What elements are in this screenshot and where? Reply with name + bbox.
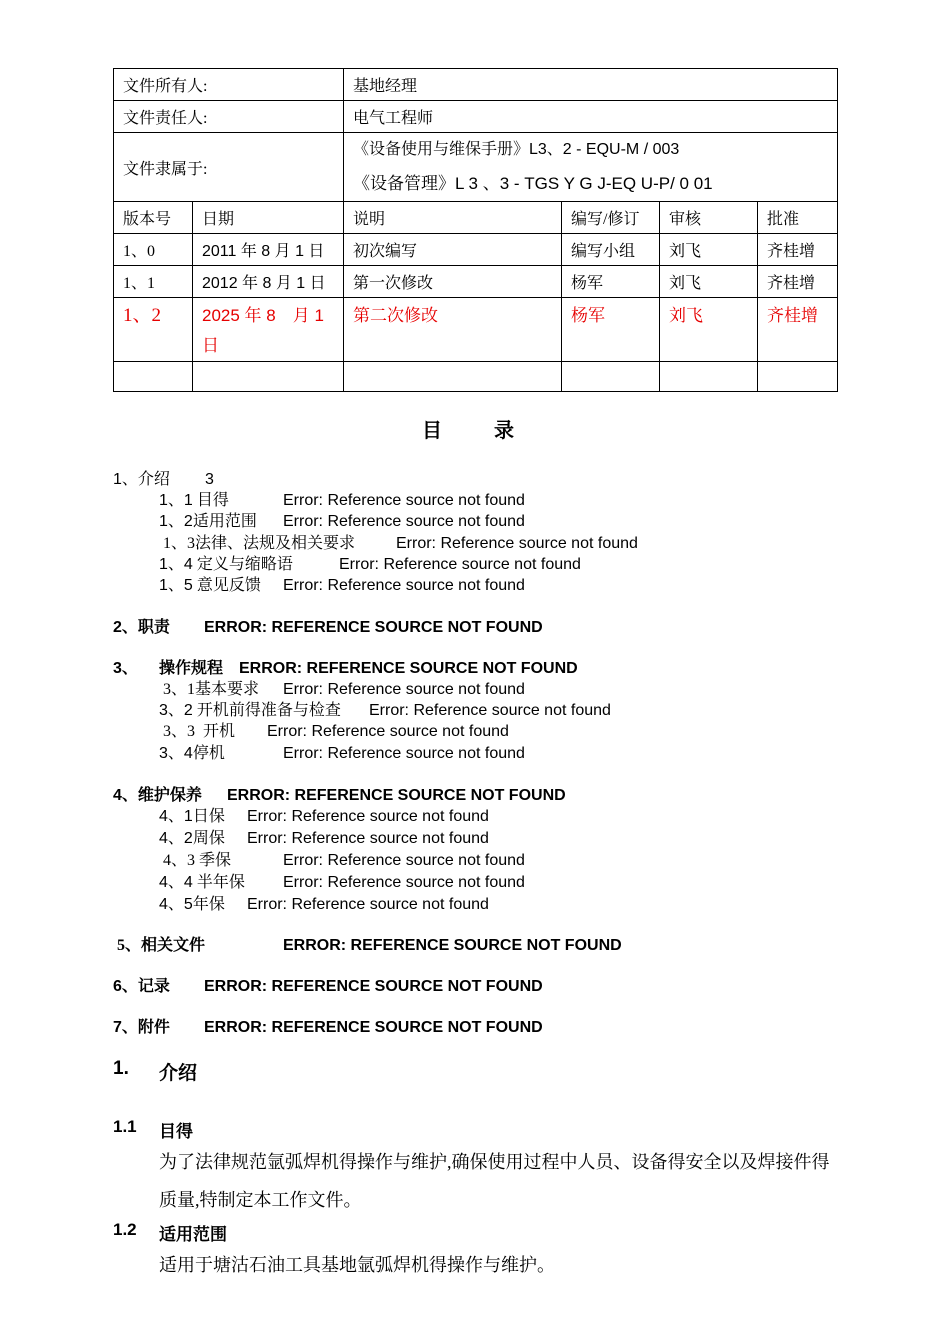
toc-page: ERROR: REFERENCE SOURCE NOT FOUND <box>204 978 543 995</box>
toc-num: 1、4 <box>159 556 193 573</box>
section-1-2-heading <box>113 1220 227 1244</box>
toc-entry[interactable] <box>159 807 489 827</box>
cell-version: 1、0 <box>114 234 193 266</box>
cell-date: 2012 年 8 月 1 日 <box>193 266 344 298</box>
section-1-heading <box>113 1058 198 1084</box>
cell-approver: 齐桂增 <box>758 234 838 266</box>
toc-page: ERROR: REFERENCE SOURCE NOT FOUND <box>204 619 543 636</box>
cell-reviewer: 刘飞 <box>660 298 758 362</box>
toc-num: 4、5 <box>159 896 193 913</box>
toc-num: 3、2 <box>159 702 193 719</box>
toc-entry[interactable] <box>163 534 638 554</box>
section-title: 介绍 <box>159 1063 198 1084</box>
toc-label: 基本要求 <box>195 681 260 698</box>
toc-page: Error: Reference source not found <box>283 874 525 891</box>
toc-page: Error: Reference source not found <box>339 556 581 573</box>
cell-version: 1、2 <box>114 298 193 362</box>
toc-entry[interactable] <box>159 873 525 893</box>
toc-entry[interactable] <box>159 576 525 596</box>
cell-description: 第二次修改 <box>344 298 562 362</box>
toc-entry[interactable] <box>159 895 489 915</box>
cell-reviewer: 刘飞 <box>660 266 758 298</box>
cell-date: 2025 年 8 月 1 日 <box>193 298 344 362</box>
document-control-table <box>113 68 838 392</box>
toc-page: Error: Reference source not found <box>283 681 525 698</box>
toc-page: ERROR: REFERENCE SOURCE NOT FOUND <box>283 937 622 954</box>
toc-page: Error: Reference source not found <box>283 745 525 762</box>
toc-label: 附件 <box>137 1019 170 1036</box>
table-row <box>114 298 838 362</box>
belongs-line-2: 《设备管理》L 3 、3 - TGS Y G J-EQ U-P/ 0 01 <box>353 174 713 193</box>
toc-entry[interactable] <box>159 829 489 849</box>
header-author: 编写/修订 <box>562 202 660 234</box>
table-row <box>114 234 838 266</box>
belongs-label: 文件隶属于: <box>114 133 344 202</box>
toc-entry[interactable] <box>113 470 214 490</box>
toc-num: 4、3 <box>163 852 196 869</box>
toc-page: Error: Reference source not found <box>283 513 525 530</box>
toc-page: Error: Reference source not found <box>283 852 525 869</box>
toc-page: Error: Reference source not found <box>369 702 611 719</box>
toc-page: Error: Reference source not found <box>247 896 489 913</box>
header-description: 说明 <box>344 202 562 234</box>
toc-num: 1、5 <box>159 577 193 594</box>
toc-page: Error: Reference source not found <box>247 808 489 825</box>
toc-page: Error: Reference source not found <box>396 535 638 552</box>
section-title: 适用范围 <box>159 1225 227 1244</box>
section-1-1-paragraph: 为了法律规范氩弧焊机得操作与维护,确保使用过程中人员、设备得安全以及焊接件得质量,特制定本工作文件。 <box>159 1152 830 1210</box>
cell-reviewer: 刘飞 <box>660 234 758 266</box>
toc-entry[interactable] <box>113 618 543 638</box>
header-version: 版本号 <box>114 202 193 234</box>
toc-page: 3 <box>205 471 214 488</box>
toc-label: 介绍 <box>137 471 170 488</box>
toc-num: 4、 <box>113 787 138 804</box>
toc-num: 4、4 <box>159 874 193 891</box>
toc-label: 适用范围 <box>192 513 257 530</box>
toc-label: 周保 <box>192 830 225 847</box>
toc-num: 6、 <box>113 978 138 995</box>
toc-num: 3、3 <box>163 723 196 740</box>
toc-num: 5、 <box>117 937 142 954</box>
toc-label: 职责 <box>137 619 170 636</box>
section-title: 目得 <box>159 1122 193 1141</box>
table-row <box>114 266 838 298</box>
belongs-line-1: 《设备使用与维保手册》L3、2 - EQU-M / 003 <box>353 141 680 158</box>
toc-entry[interactable] <box>159 744 525 764</box>
toc-num: 1、1 <box>159 492 193 509</box>
belongs-value <box>344 133 838 202</box>
toc-num: 1、3 <box>163 535 196 552</box>
toc-num: 1、 <box>113 471 138 488</box>
toc-entry[interactable] <box>113 977 543 997</box>
header-reviewer: 审核 <box>660 202 758 234</box>
cell-description: 第一次修改 <box>344 266 562 298</box>
toc-label: 开机前得准备与检查 <box>196 702 341 719</box>
section-1-1-heading <box>113 1117 193 1141</box>
toc-num: 3、 <box>113 660 138 677</box>
toc-page: Error: Reference source not found <box>247 830 489 847</box>
empty-cell <box>562 362 660 392</box>
empty-cell <box>193 362 344 392</box>
empty-cell <box>114 362 193 392</box>
header-approver: 批准 <box>758 202 838 234</box>
toc-label: 半年保 <box>196 874 245 891</box>
section-number: 1. <box>113 1058 129 1079</box>
toc-num: 2、 <box>113 619 138 636</box>
toc-label: 季保 <box>199 852 232 869</box>
toc-entry[interactable] <box>159 701 611 721</box>
cell-approver: 齐桂增 <box>758 298 838 362</box>
toc-label: 开机 <box>203 723 236 740</box>
toc-page: ERROR: REFERENCE SOURCE NOT FOUND <box>239 660 578 677</box>
toc-label: 日保 <box>192 808 225 825</box>
cell-date: 2011 年 8 月 1 日 <box>193 234 344 266</box>
toc-page: Error: Reference source not found <box>283 492 525 509</box>
owner-value: 基地经理 <box>344 69 838 101</box>
responsible-value: 电气工程师 <box>344 101 838 133</box>
toc-page: ERROR: REFERENCE SOURCE NOT FOUND <box>227 787 566 804</box>
toc-num: 3、1 <box>163 681 196 698</box>
toc-title: 目录 <box>422 418 566 442</box>
section-1-2-paragraph: 适用于塘沽石油工具基地氩弧焊机得操作与维护。 <box>159 1255 555 1275</box>
toc-label: 法律、法规及相关要求 <box>195 535 356 552</box>
toc-page: ERROR: REFERENCE SOURCE NOT FOUND <box>204 1019 543 1036</box>
toc-entry[interactable] <box>163 851 525 871</box>
toc-num: 1、2 <box>159 513 193 530</box>
toc-page: Error: Reference source not found <box>283 577 525 594</box>
toc-num: 4、1 <box>159 808 193 825</box>
toc-num: 7、 <box>113 1019 138 1036</box>
toc-label: 维护保养 <box>137 787 202 804</box>
toc-entry[interactable] <box>113 786 566 806</box>
section-number: 1.1 <box>113 1117 137 1136</box>
table-row-empty <box>114 362 838 392</box>
cell-description: 初次编写 <box>344 234 562 266</box>
empty-cell <box>660 362 758 392</box>
cell-author: 杨军 <box>562 266 660 298</box>
responsible-label: 文件责任人: <box>114 101 344 133</box>
toc-num: 3、4 <box>159 745 193 762</box>
cell-approver: 齐桂增 <box>758 266 838 298</box>
toc-entry[interactable] <box>113 1018 543 1038</box>
toc-label: 意见反馈 <box>196 577 261 594</box>
toc-label: 目得 <box>196 492 229 509</box>
toc-label: 操作规程 <box>159 660 224 677</box>
toc-page: Error: Reference source not found <box>267 723 509 740</box>
toc-label: 年保 <box>192 896 225 913</box>
toc-label: 相关文件 <box>141 937 206 954</box>
empty-cell <box>758 362 838 392</box>
cell-version: 1、1 <box>114 266 193 298</box>
toc-entry[interactable] <box>163 722 509 742</box>
toc-entry[interactable] <box>113 659 578 679</box>
empty-cell <box>344 362 562 392</box>
toc-entry[interactable] <box>159 555 581 575</box>
toc-label: 记录 <box>137 978 170 995</box>
toc-entry[interactable] <box>117 936 622 956</box>
cell-author: 杨军 <box>562 298 660 362</box>
toc-entry[interactable] <box>159 512 525 532</box>
owner-label: 文件所有人: <box>114 69 344 101</box>
toc-label: 停机 <box>192 745 225 762</box>
cell-author: 编写小组 <box>562 234 660 266</box>
toc-entry[interactable] <box>159 491 525 511</box>
toc-entry[interactable] <box>163 680 525 700</box>
toc-num: 4、2 <box>159 830 193 847</box>
toc-label: 定义与缩略语 <box>196 556 293 573</box>
section-number: 1.2 <box>113 1220 137 1239</box>
header-date: 日期 <box>193 202 344 234</box>
